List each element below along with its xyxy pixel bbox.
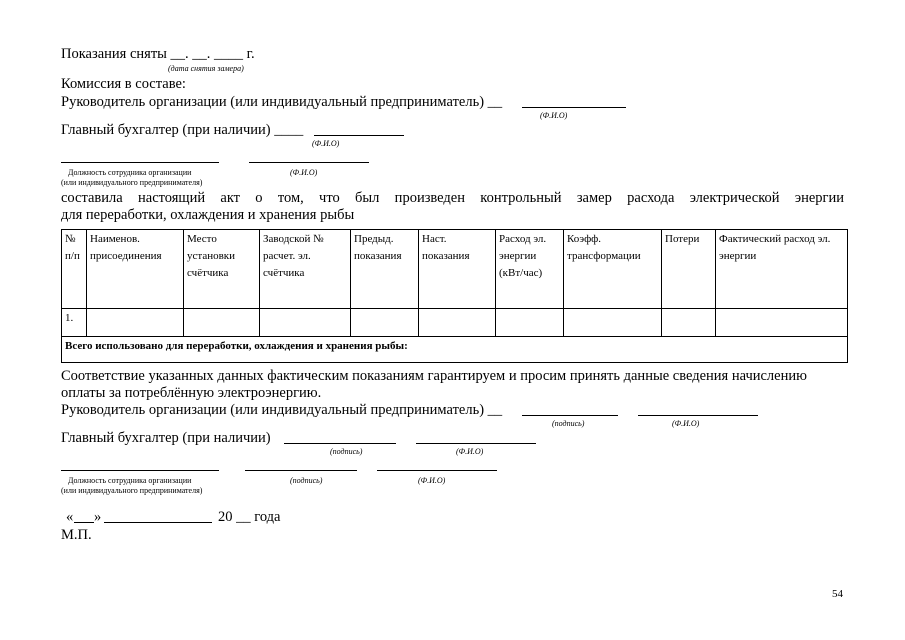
footer-employee-position-line: [61, 470, 219, 471]
footer-chief-accountant-label: Главный бухгалтер (при наличии): [61, 430, 271, 446]
readings-taken-line: Показания сняты __. __. ____ г.: [61, 46, 255, 62]
table-header-row: [62, 230, 848, 309]
chief-accountant-signature-line: [284, 443, 396, 444]
column-header-losses: Потери: [662, 230, 716, 309]
table-cell: [496, 309, 564, 337]
date-day-line: [74, 522, 94, 523]
head-signature-caption: (подпись): [552, 419, 585, 428]
chief-accountant-name-caption-footer: (Ф.И.О): [456, 447, 484, 456]
column-header-meter-location: Место установки счётчика: [184, 230, 260, 309]
commission-label: Комиссия в составе:: [61, 76, 186, 92]
chief-accountant-name-line: [314, 135, 404, 136]
head-name-line: [522, 107, 626, 108]
column-header-energy-consumption: Расход эл. энергии (кВт/час): [496, 230, 564, 309]
column-header-previous-reading: Предыд. показания: [351, 230, 419, 309]
employee-name-line: [249, 162, 369, 163]
column-header-meter-serial: Заводской № расчет. эл. счётчика: [260, 230, 351, 309]
footer-head-of-organization-label: Руководитель организации (или индивидуальный предприниматель) __: [61, 402, 503, 418]
table-cell: [87, 309, 184, 337]
employee-position-line: [61, 162, 219, 163]
column-header-current-reading: Наст. показания: [419, 230, 496, 309]
head-name-line-footer: [638, 415, 758, 416]
table-cell: [184, 309, 260, 337]
guarantee-line-1: Соответствие указанных данных фактическим показаниям гарантируем и просим принять данные сведения начислению: [61, 368, 807, 384]
total-label: Всего использовано для переработки, охлаждения и хранения рыбы:: [62, 337, 848, 363]
table-cell: [351, 309, 419, 337]
column-header-transformation-ratio: Коэфф. трансформации: [564, 230, 662, 309]
column-header-actual-consumption: Фактический расход эл. энергии: [716, 230, 848, 309]
employee-position-caption-2: (или индивидуального предпринимателя): [61, 178, 203, 187]
footer-employee-signature-caption: (подпись): [290, 476, 323, 485]
act-intro-line-1: составила настоящий акт о том, что был произведен контрольный замер расхода электрической энергии: [61, 190, 844, 206]
table-total-row: [62, 337, 848, 363]
table-cell: [260, 309, 351, 337]
chief-accountant-name-caption: (Ф.И.О): [312, 139, 340, 148]
table-cell: 1.: [62, 309, 87, 337]
footer-employee-name-line: [377, 470, 497, 471]
table-cell: [419, 309, 496, 337]
act-intro-line-2: для переработки, охлаждения и хранения рыбы: [61, 207, 355, 223]
head-of-organization-label: Руководитель организации (или индивидуальный предприниматель) __: [61, 94, 503, 110]
column-header-number: № п/п: [62, 230, 87, 309]
date-close-quote: »: [94, 509, 102, 525]
stamp-place-label: М.П.: [61, 527, 92, 543]
employee-position-caption: Должность сотрудника организации: [68, 168, 192, 177]
table-cell: [564, 309, 662, 337]
date-open-quote: «: [66, 509, 74, 525]
chief-accountant-label: Главный бухгалтер (при наличии) ____: [61, 122, 304, 138]
readings-date-caption: (дата снятия замера): [168, 64, 244, 73]
footer-employee-signature-line: [245, 470, 357, 471]
chief-accountant-name-line-footer: [416, 443, 536, 444]
footer-employee-position-caption: Должность сотрудника организации: [68, 476, 192, 485]
head-signature-line: [522, 415, 618, 416]
employee-name-caption: (Ф.И.О): [290, 168, 318, 177]
head-name-caption: (Ф.И.О): [540, 111, 568, 120]
footer-employee-name-caption: (Ф.И.О): [418, 476, 446, 485]
guarantee-line-2: оплаты за потреблённую электроэнергию.: [61, 385, 322, 401]
footer-employee-position-caption-2: (или индивидуального предпринимателя): [61, 486, 203, 495]
table-cell: [662, 309, 716, 337]
table-cell: [716, 309, 848, 337]
table-row: [62, 309, 848, 337]
date-month-line: [104, 522, 212, 523]
column-header-connection-name: Наименов. присоединения: [87, 230, 184, 309]
head-name-caption-footer: (Ф.И.О): [672, 419, 700, 428]
date-year: 20 __ года: [218, 509, 281, 525]
chief-accountant-signature-caption: (подпись): [330, 447, 363, 456]
page-number: 54: [832, 588, 843, 600]
consumption-table: [61, 229, 848, 363]
